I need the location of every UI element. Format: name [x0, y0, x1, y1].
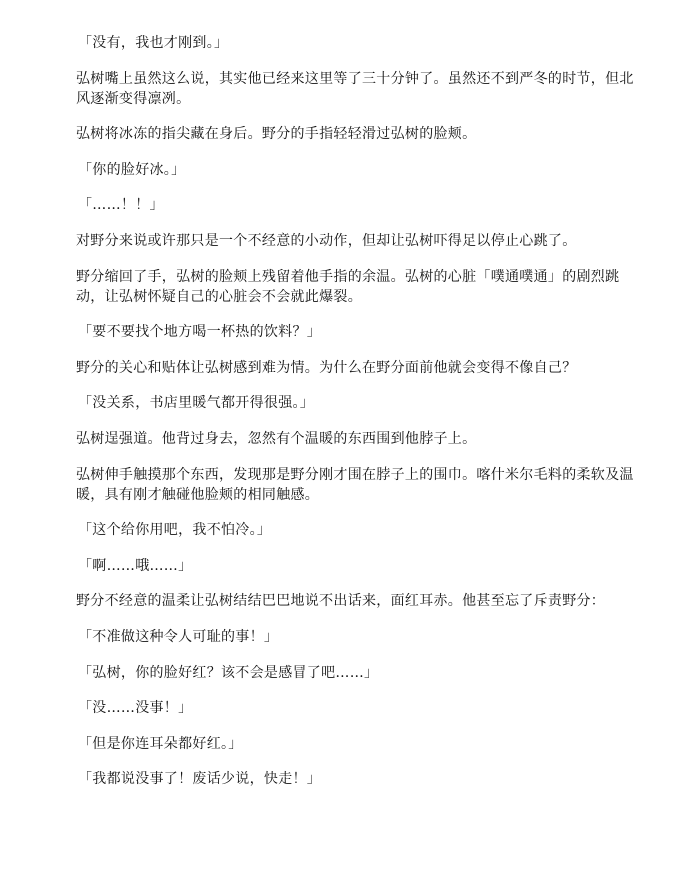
paragraph: 「……！！」 — [78, 197, 164, 214]
paragraph: 弘树伸手触摸那个东西，发现那是野分刚才围在脖子上的围巾。喀什米尔毛料的柔软及温暖，具有刚才触碰他脸颊的相同触感。 — [76, 466, 634, 503]
paragraph: 弘树嘴上虽然这么说，其实他已经来这里等了三十分钟了。虽然还不到严冬的时节，但北风逐渐变得凛冽。 — [76, 70, 634, 107]
paragraph: 「没……没事！」 — [78, 700, 193, 717]
paragraph: 「我都说没事了！废话少说，快走！」 — [78, 771, 322, 788]
paragraph: 弘树将冰冻的指尖藏在身后。野分的手指轻轻滑过弘树的脸颊。 — [76, 126, 477, 143]
paragraph: 「啊……哦……」 — [78, 557, 193, 574]
paragraph: 「没有，我也才刚到。」 — [78, 35, 229, 51]
paragraph: 「没关系，书店里暖气都开得很强。」 — [78, 395, 315, 412]
paragraph: 野分不经意的温柔让弘树结结巴巴地说不出话来，面红耳赤。他甚至忘了斥责野分： — [76, 593, 606, 610]
paragraph: 「这个给你用吧，我不怕冷。」 — [78, 522, 272, 539]
paragraph: 「不准做这种令人可耻的事！」 — [78, 628, 279, 645]
paragraph: 「要不要找个地方喝一杯热的饮料？」 — [78, 324, 322, 341]
paragraph: 弘树逞强道。他背过身去，忽然有个温暖的东西围到他脖子上。 — [76, 430, 477, 447]
paragraph: 野分缩回了手，弘树的脸颊上残留着他手指的余温。弘树的心脏「噗通噗通」的剧烈跳动，让弘树怀疑自己的心脏会不会就此爆裂。 — [76, 268, 620, 305]
paragraph: 「但是你连耳朵都好红。」 — [78, 735, 243, 752]
paragraph: 对野分来说或许那只是一个不经意的小动作，但却让弘树吓得足以停止心跳了。 — [76, 232, 577, 249]
paragraph: 野分的关心和贴体让弘树感到难为情。为什么在野分面前他就会变得不像自己？ — [76, 359, 577, 376]
paragraph: 「弘树，你的脸好红？该不会是感冒了吧……」 — [78, 664, 379, 681]
text-body — [76, 33, 636, 805]
paragraph: 「你的脸好冰。」 — [78, 161, 186, 178]
